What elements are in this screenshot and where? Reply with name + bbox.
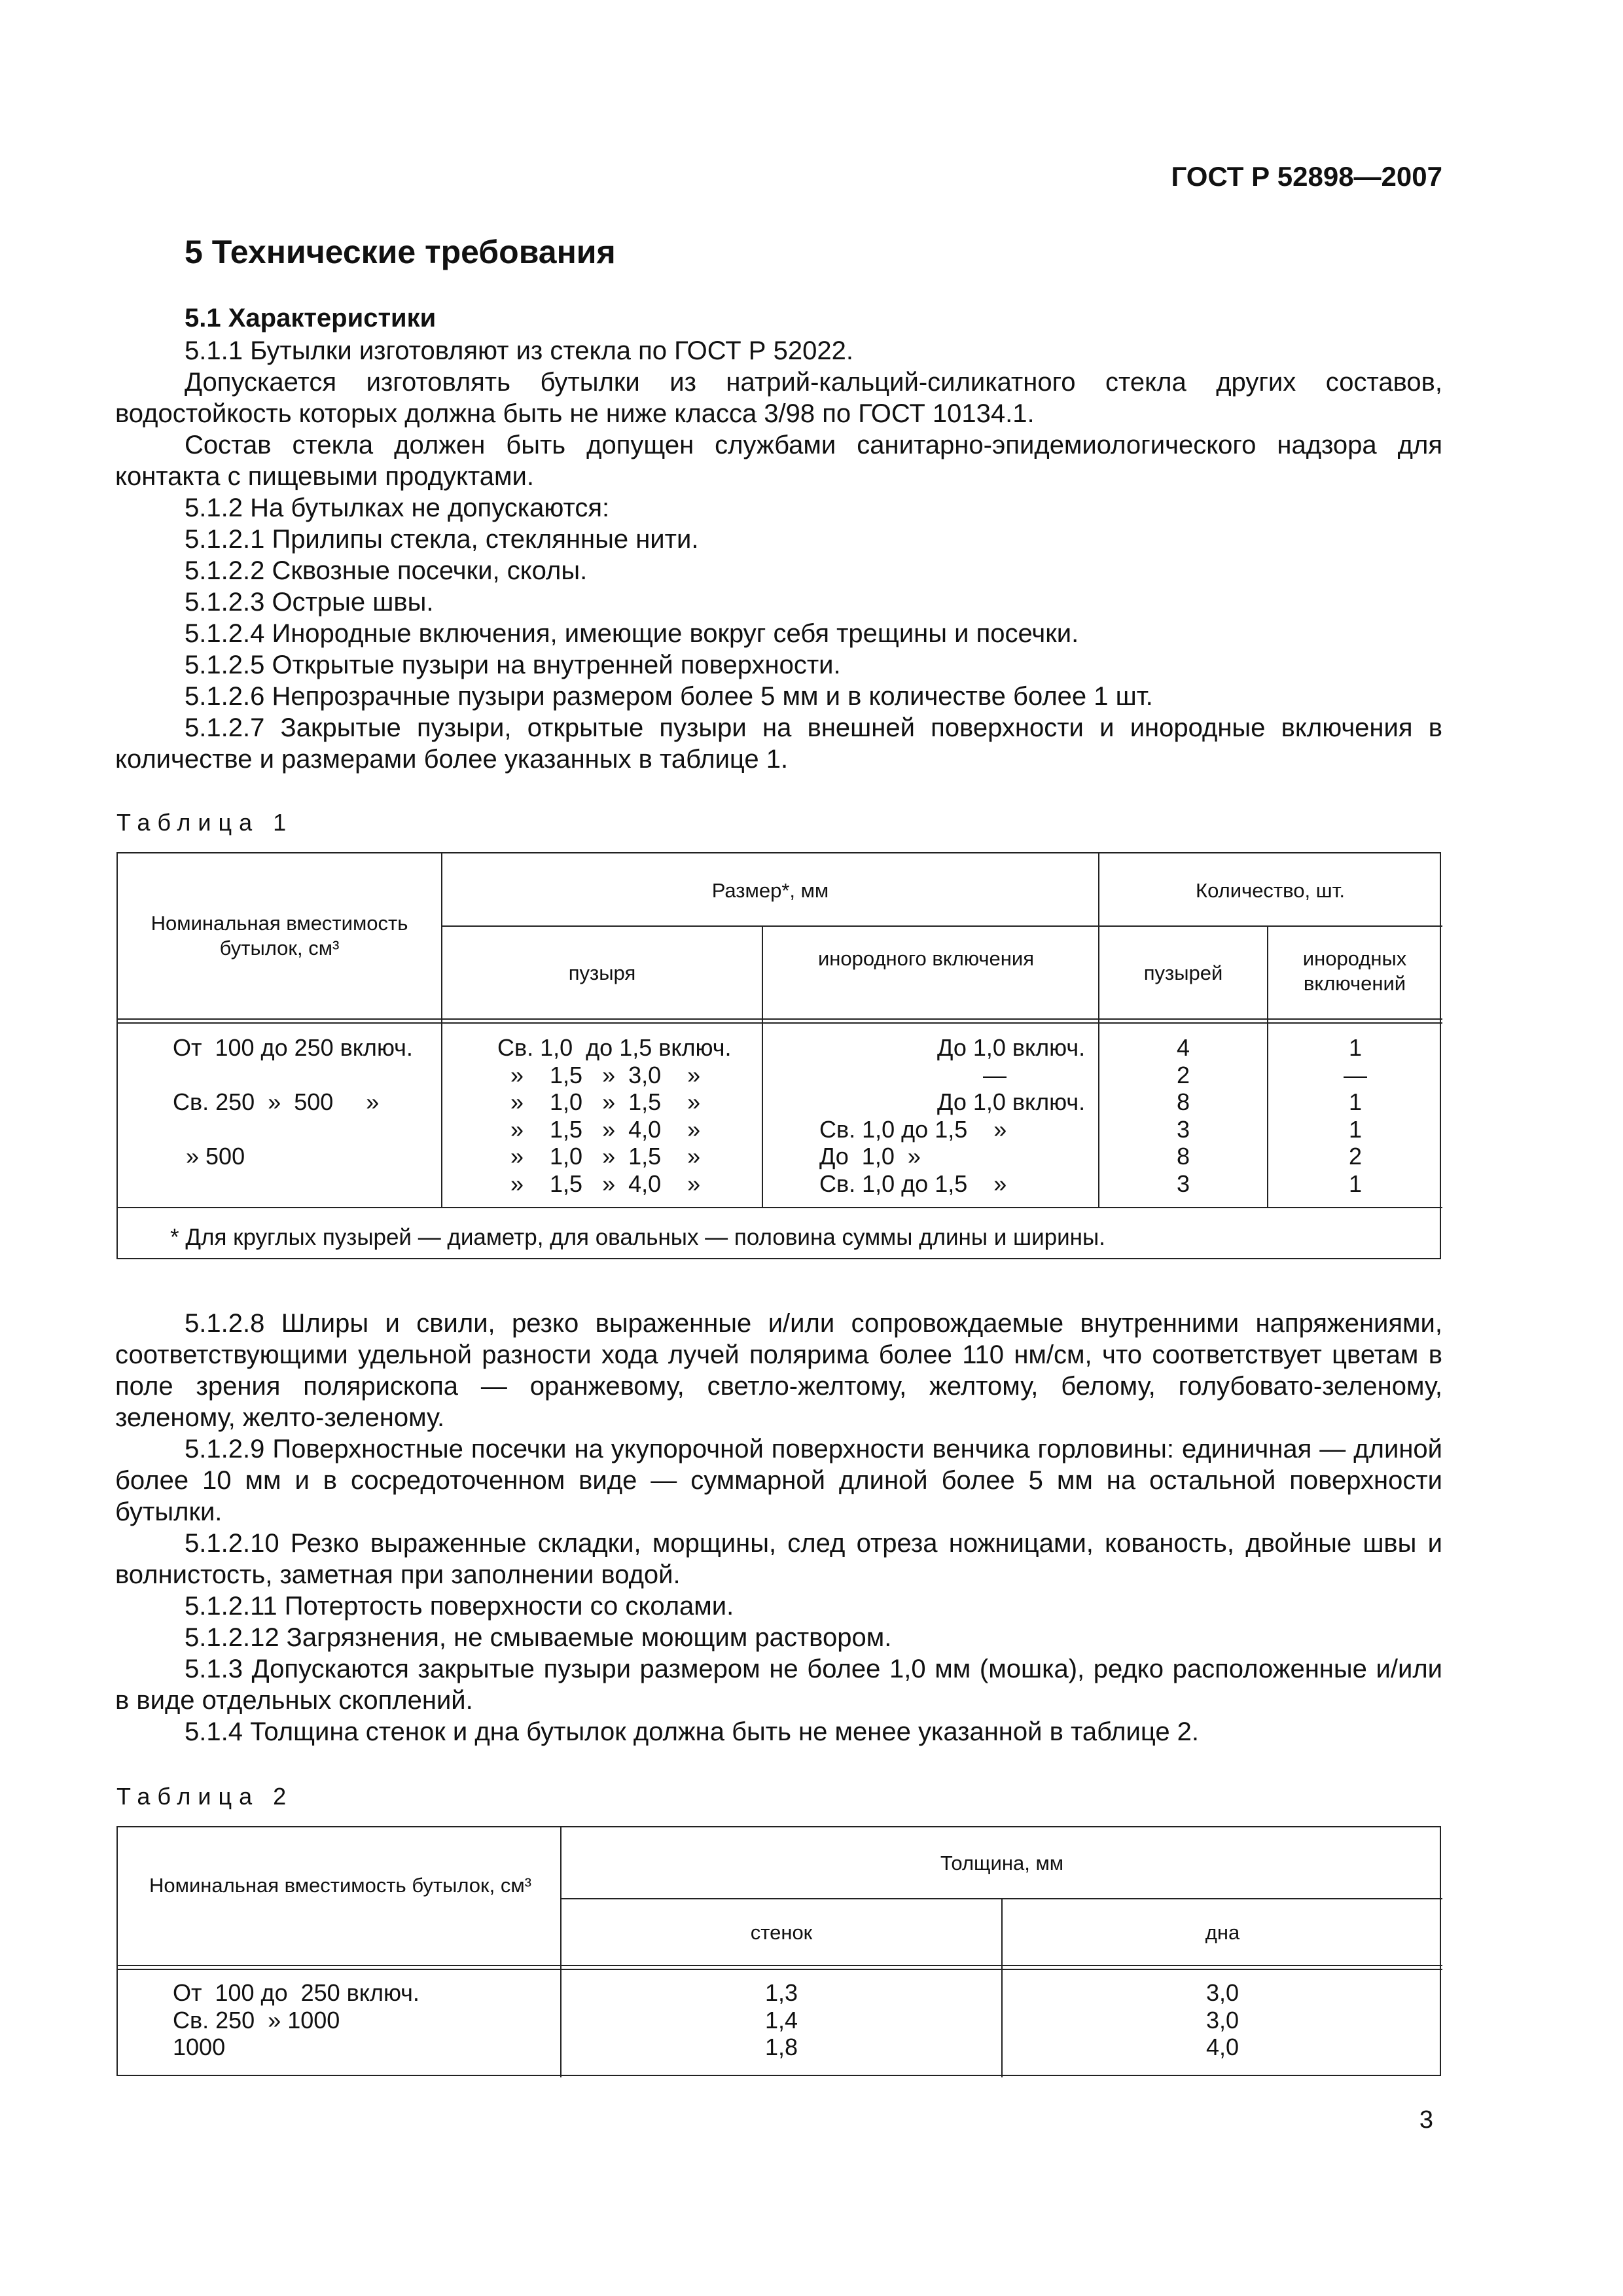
paragraph: 5.1.2.6 Непрозрачные пузыри размером более 5 мм и в количестве более 1 шт. [185,682,1153,711]
table1-col-inclusions-qty: 1 — 1 1 2 1 [1344,1034,1367,1197]
table1-hline [118,1207,1442,1208]
table1-hline [118,1022,1442,1024]
paragraph: 5.1.2.7 Закрытые пузыри, открытые пузыри на внешней поверхности и инородные включения в количестве и размерами более указанных в таблице 1. [115,713,1442,774]
table1-col-inclusion: До 1,0 включ. — До 1,0 включ. Св. 1,0 до 1,5 » До 1,0 » Св. 1,0 до 1,5 » [819,1034,1086,1197]
paragraph: 5.1.3 Допускаются закрытые пузыри размером не более 1,0 мм (мошка), редко расположенные и/или в виде отдельных скоплений. [115,1655,1442,1715]
paragraph: Состав стекла должен быть допущен службами санитарно-эпидемиологического надзора для контакта с пищевыми продуктами. [115,431,1442,491]
table1-sub-bubbles-qty: пузырей [1143,961,1223,984]
table2-caption: Таблица 2 [116,1783,294,1810]
table1-sub-inclusions-qty: инородных включений [1302,947,1407,995]
page-number: 3 [1419,2106,1433,2134]
table2-col-walls: 1,3 1,4 1,8 [764,1979,798,2061]
table2-hline [560,1898,1442,1899]
paragraph: 5.1.2.4 Инородные включения, имеющие вокруг себя трещины и посечки. [185,619,1079,648]
paragraph: 5.1.2.9 Поверхностные посечки на укупорочной поверхности венчика горловины: единичная — длиной более 10 мм и в сосредоточенном виде — суммарной длиной более 5 мм на остальной поверхности бутылки. [115,1435,1442,1526]
section-title: 5 Технические требования [185,234,616,270]
table1-col-bubble: Св. 1,0 до 1,5 включ. » 1,5 » 3,0 » » 1,0 » 1,5 » » 1,5 » 4,0 » » 1,0 » 1,5 » » 1,5 » 4,0 » [497,1034,732,1197]
table1-sub-bubble: пузыря [568,961,636,984]
table2-head-capacity: Номинальная вместимость бутылок, см³ [149,1874,531,1897]
paragraph: 5.1.1 Бутылки изготовляют из стекла по ГОСТ Р 52022. [185,336,853,365]
table1-head-capacity: Номинальная вместимость бутылок, см³ [151,912,408,960]
paragraph: 5.1.2.10 Резко выраженные складки, морщины, след отреза ножницами, кованость, двойные швы и волнистость, заметная при заполнении водой. [115,1529,1442,1589]
table1-hline [441,925,1442,927]
paragraph: Допускается изготовлять бутылки из натрий-кальций-силикатного стекла других составов, водостойкость которых должна быть не ниже класса 3/98 по ГОСТ 10134.1. [115,368,1442,428]
paragraphs-top [115,335,1442,775]
table1-head-qty: Количество, шт. [1196,879,1345,902]
table1-head-size: Размер*, мм [711,879,829,902]
table1-footnote: * Для круглых пузырей — диаметр, для овальных — половина суммы длины и ширины. [170,1225,1105,1250]
paragraph: 5.1.2 На бутылках не допускаются: [185,493,610,522]
table1-sub-inclusion: инородного включения [817,947,1035,970]
paragraph: 5.1.2.5 Открытые пузыри на внутренней поверхности. [185,651,841,679]
paragraph: 5.1.2.1 Прилипы стекла, стеклянные нити. [185,525,699,554]
table2-head-thickness: Толщина, мм [940,1852,1064,1874]
table2-hline [118,1965,1442,1966]
paragraph: 5.1.4 Толщина стенок и дна бутылок должна быть не менее указанной в таблице 2. [185,1717,1200,1746]
table2-hline [118,1969,1442,1970]
paragraph: 5.1.2.3 Острые швы. [185,588,434,617]
table2-sub-walls: стенок [750,1921,813,1944]
paragraph: 5.1.2.12 Загрязнения, не смываемые моющим раствором. [185,1623,892,1652]
table1-vline [441,853,442,1207]
paragraph: 5.1.2.8 Шлиры и свили, резко выраженные и/или сопровождаемые внутренними напряжениями, соответствующими удельной разности хода лучей полярима более 110 нм/см, что соответствует цветам в поле зрения полярископа — оранжевому, светло-желтому, желтому, белому, голубовато-зеленому, зеленому, желто-зеленому. [115,1309,1442,1432]
paragraph: 5.1.2.11 Потертость поверхности со сколами. [185,1592,734,1621]
document-id: ГОСТ Р 52898—2007 [1171,161,1442,192]
table2-col-capacity: От 100 до 250 включ. Св. 250 » 1000 1000 [173,1979,419,2061]
paragraphs-mid [115,1308,1442,1748]
table1-caption: Таблица 1 [116,809,294,836]
table2-col-bottom: 3,0 3,0 4,0 [1205,1979,1240,2061]
table1 [116,852,1441,1259]
subsection-title: 5.1 Характеристики [185,304,437,332]
paragraph: 5.1.2.2 Сквозные посечки, сколы. [185,556,588,585]
table2-sub-bottom: дна [1205,1921,1240,1944]
table1-vline [762,925,763,1207]
table1-hline [118,1018,1442,1020]
table1-col-bubbles-qty: 4 2 8 3 8 3 [1176,1034,1190,1197]
table2 [116,1826,1441,2076]
table1-col-capacity: От 100 до 250 включ. Св. 250 » 500 » » 500 [173,1034,413,1170]
